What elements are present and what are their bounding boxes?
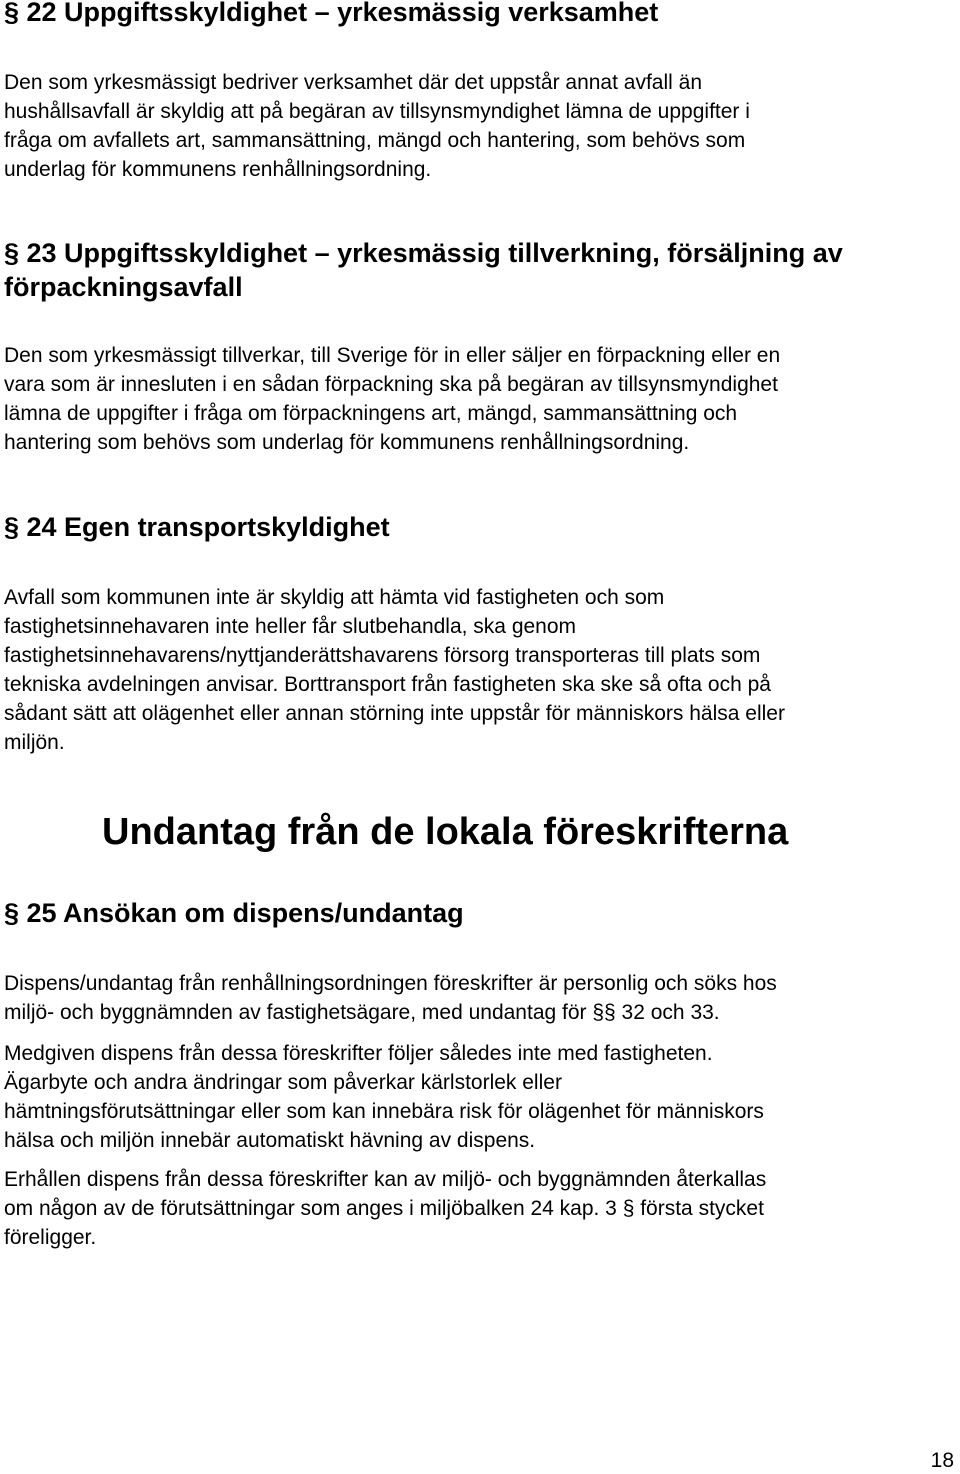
section-23-paragraph — [4, 341, 948, 457]
section-25-heading: § 25 Ansökan om dispens/undantag — [4, 898, 464, 928]
paragraph-line: Dispens/undantag från renhållningsordningen föreskrifter är personlig och söks hos — [4, 972, 777, 995]
paragraph-line: Den som yrkesmässigt bedriver verksamhet där det uppstår annat avfall än — [4, 71, 702, 94]
paragraph-line: underlag för kommunens renhållningsordning. — [4, 158, 432, 181]
paragraph-line: Medgiven dispens från dessa föreskrifter följer således inte med fastigheten. — [4, 1042, 713, 1065]
paragraph-line: Erhållen dispens från dessa föreskrifter kan av miljö- och byggnämnden återkallas — [4, 1168, 767, 1191]
chapter-title: Undantag från de lokala föreskrifterna — [102, 811, 789, 853]
section-24-heading: § 24 Egen transportskyldighet — [4, 512, 390, 542]
paragraph-line: fråga om avfallets art, sammansättning, mängd och hantering, som behövs som — [4, 129, 746, 152]
section-23-heading — [4, 236, 948, 304]
paragraph-line: sådant sätt att olägenhet eller annan störning inte uppstår för människors hälsa eller — [4, 702, 785, 725]
paragraph-line: om någon av de förutsättningar som anges i miljöbalken 24 kap. 3 § första stycket — [4, 1197, 764, 1220]
section-25-paragraph-1 — [4, 969, 948, 1027]
paragraph-line: miljö- och byggnämnden av fastighetsägare, med undantag för §§ 32 och 33. — [4, 1001, 720, 1024]
paragraph-line: Ägarbyte och andra ändringar som påverkar kärlstorlek eller — [4, 1071, 562, 1094]
paragraph-line: hälsa och miljön innebär automatiskt hävning av dispens. — [4, 1129, 536, 1152]
heading-line: § 23 Uppgiftsskyldighet – yrkesmässig tillverkning, försäljning av — [4, 238, 843, 268]
section-24-paragraph — [4, 583, 948, 757]
section-25-paragraph-2 — [4, 1039, 948, 1155]
section-22-paragraph — [4, 68, 948, 184]
paragraph-line: hushållsavfall är skyldig att på begäran av tillsynsmyndighet lämna de uppgifter i — [4, 100, 750, 123]
paragraph-line: Den som yrkesmässigt tillverkar, till Sverige för in eller säljer en förpackning eller en — [4, 344, 781, 367]
paragraph-line: fastighetsinnehavaren inte heller får slutbehandla, ska genom — [4, 615, 577, 638]
paragraph-line: föreligger. — [4, 1226, 97, 1249]
page-number: 18 — [930, 1449, 954, 1472]
section-25-paragraph-3 — [4, 1165, 948, 1252]
paragraph-line: miljön. — [4, 731, 65, 754]
paragraph-line: vara som är innesluten i en sådan förpackning ska på begäran av tillsynsmyndighet — [4, 373, 778, 396]
section-22-heading: § 22 Uppgiftsskyldighet – yrkesmässig verksamhet — [4, 0, 659, 27]
heading-line: förpackningsavfall — [4, 272, 243, 302]
paragraph-line: tekniska avdelningen anvisar. Borttransport från fastigheten ska ske så ofta och på — [4, 673, 771, 696]
paragraph-line: lämna de uppgifter i fråga om förpackningens art, mängd, sammansättning och — [4, 402, 738, 425]
paragraph-line: hantering som behövs som underlag för kommunens renhållningsordning. — [4, 431, 690, 454]
paragraph-line: fastighetsinnehavarens/nyttjanderättshavarens försorg transporteras till plats som — [4, 644, 761, 667]
paragraph-line: Avfall som kommunen inte är skyldig att hämta vid fastigheten och som — [4, 586, 665, 609]
paragraph-line: hämtningsförutsättningar eller som kan innebära risk för olägenhet för människors — [4, 1100, 764, 1123]
